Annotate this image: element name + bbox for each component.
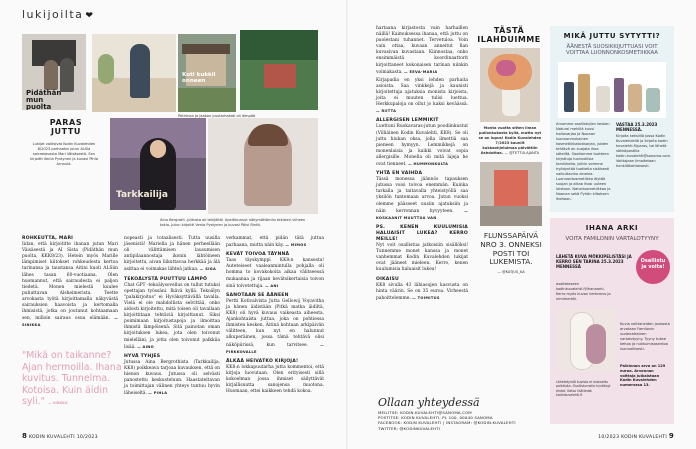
- ihana-arki-box-head: LÄHETÄ KUVA MÖKKIPELISTÄSI JA KERRO SEN TARINA 25.3.2023 MENNESSÄ: [556, 254, 632, 269]
- bottle-4: [614, 78, 624, 112]
- photo-tarkkailija: [110, 118, 206, 210]
- letter-11: [376, 118, 468, 168]
- section-title: [22, 8, 94, 21]
- photo-person-left: [44, 60, 58, 90]
- letter-9-sig: — EEVA-MARIA: [404, 69, 438, 74]
- photo-pillow: [556, 308, 616, 372]
- photo-trees: [240, 30, 318, 60]
- photo-garden: [178, 88, 236, 112]
- letter-7-text: Pertti Kotivalvista Jutta Gellowij Voyavitha ja hänen äidistään (Pitkä matka äidiltä, KK8) oli hyvä kuvaus vaikeasta aiheesta. Ajankohtaista juttua, joka on pohtiessa ihmisten kesken. Äitinä kohtaan arkipäivän välitteen, kun nyt en halunnut alkuperäinen, jossa tämä tehtävä olisi näköpiirissä, kun tarvitsee.: [226, 298, 324, 348]
- letter-2-text: nopeasti ja totaalisesti. Tutta uusilla jäsenistä! Mariella ja hänen perheellään oli välittämisen lausumisen antipilaannostaja ikonin lähtöineen kirjoitettu, aivan liikuttavaa herkkää ja älä asittaa ei voimakas lähteä jatkaa.: [124, 236, 220, 273]
- photo-title-2: Koti kukkii onneen: [182, 72, 216, 85]
- tasta-caption: [478, 126, 542, 156]
- ihana-arki-price: Palkinnon arvo on 129 euroa. Arvonnan voittaja julkaistaan Kodin Kuvalehden numerossa 13.: [620, 364, 666, 388]
- photo-green-garden: [240, 30, 318, 110]
- letter-8-text: KK8:n lokkapuutarha jutta kommentoi, että kirjoja luovutaan. Olen erityisesti sillä kokoelman jossa ihmiset säilyttävät kirjallisuutta sanojensa muotona. Huomaan, ettei kaikkeen tehdä kokoa.: [226, 364, 324, 395]
- folio-magazine-right: KODIN KUVALEHTI: [621, 435, 668, 440]
- letter-3-text: Chat GPT -tekoälysovellus on tullut tutuksi opettajan työssäni. Ikävä kyllä. Tekoälyn "palakirjoitus" ei Hyväksyttävällä tavalla. Vielä ei ole mahdollista selvittää, onko aidosti kirjoitettu, mitä toisen oli tavallaan kirjoittitaan tehtäviä kirjoittanut. Siksi poimimaan kirjoitustapoja ja ilmoittaa ihmistä lämpöisenä. Sitä painotan oman kirjoituksen lukea, jota olen toivonut mielelläni, ja jotta olen toivonut palkkiia lisää.: [124, 282, 220, 350]
- letter-6-sig: — ANI: [264, 283, 279, 288]
- letter-12-head: YHTÄ EN VAIHDA: [376, 171, 423, 177]
- letters-col-2: [124, 236, 220, 397]
- letter-10-text: Kirjapadia en yksi lehden parhaita asioista. Saa vinkkejä ja kaunisti kirjoitettuja ajatuksia monista kirjoista, joita ei muuten tulisi luettua. Herkkupaloja on ollut jo kaksi keväässä.: [376, 77, 468, 108]
- letter-13: [376, 225, 468, 274]
- letter-11-head: ALLERGISEN LEMMIKIT: [376, 118, 439, 124]
- photo-kitchen-plant: [98, 54, 114, 84]
- letter-4: [124, 354, 220, 398]
- ihana-arki-head: IHANA ARKI: [585, 224, 639, 232]
- letter-14-sig: — TOIMITUS: [412, 295, 440, 300]
- letter-11-text: Luettuni Ruokavaras-jutun poodiinkustut (Villiäinen Kodin Kuvalehti, KK8). Se oli juttu hiukan oksa, jolla ilmettiä saa pieneen hymyyn. Lemmikkejä on monenlaisia ja kaikki voivat sopia allergisille. Monella oli mitä lajeja he ovat tienneet.: [376, 124, 468, 167]
- photo-pidathan: [22, 34, 86, 110]
- photo-kitchen: [92, 34, 176, 112]
- sytytti-tagline: ÄÄNESTÄ SUOSIKKIJUTTUASI VOIT VOITTAA LUONNONKOSMETIIKKAA: [566, 44, 658, 57]
- folio-left: [22, 432, 98, 440]
- photo-house-roof: [182, 44, 230, 54]
- yhteydessa-lines: [378, 410, 544, 431]
- letter-7-head: SANOTAAN SE ÄÄNEEN: [226, 292, 289, 298]
- letter-1-text: Iidan, että kirjoititte ihanan jutun Mari Väisäsestä ja AI Sista (Pidäthän mun puolta, KKK8/23). Hetein myös Marille lämpimiset kiitokset rohkeudesta kertoa tarinansa ja taustansa Aitini kuoli ALSiin lähes tasan 60-vuotiaana. Olen huomannut, että sairaudesta ei paljon tiedetä. Monen mielestä kuulee puhuttavan Alsheimerista. Teette arvokasta työtä kirjoittamalla näkyvästä sairauksien haavoista ja kertomalla ihmisistä, jotka on joutunut kohtaamaan sen, milloin sairaus osuu elämään.: [22, 242, 118, 322]
- letter-8-head: ÄLKÄÄ HEIVATKO KIRJOJA!: [226, 358, 299, 364]
- paras-juttu-title: PARAS JUTTU: [49, 118, 83, 136]
- flunssa-text: FLUNSSAPÄIVÄ NRO 3. ONNEKSI POSTI TOI LUKEMISTA.: [480, 231, 542, 267]
- sytytti-text: Arvomme osallistujien kesken Natural mehillä kuusi hoitosarjaa ja Noonan luonnonmukainen kosmetiikkakotisarjan, joiden tehtävä on suojata ihoa säteiltä. Osoitamme tuotteen kirjattuja luonnollisia tarvikkeita, joihin voimme hyödyntää tuotteita sisäisesti vaikuttavina aineina. Luonnonkosmetiikka löytää suojan ja alkaa ihosi uuteen loistoon. Naturkosmetiikkaa ja Noonan sekä Pyhän kiitoksen ihoitoon.: [556, 122, 611, 201]
- letter-10-sig: — RIITTA: [376, 109, 397, 114]
- contact-facebook: FACEBOOK: KODIN KUVALEHTI | INSTAGRAM: @KODIN.KUVALEHTI: [378, 420, 516, 426]
- letter-4-head: HYVÄ TYHJES: [124, 353, 161, 359]
- badge-text: Osallistu ja voita!: [640, 258, 666, 270]
- folio-issue-right: 10/2023: [598, 435, 620, 440]
- letter-3: [124, 277, 220, 351]
- photo-portrait-hair: [248, 124, 288, 146]
- page-number-left: 8: [22, 432, 28, 440]
- tasta-head: TÄSTÄ ILAHDUIMME: [477, 26, 541, 44]
- bottle-1: [564, 82, 574, 112]
- letter-13-head: PS. KENEN KUULUMISIA HALUAISIT LUKEA? KERRO MEILLE!: [376, 224, 468, 242]
- photo-flunssa-blanket: [480, 206, 542, 226]
- pink-quote: [22, 350, 122, 410]
- photo-person-right: [60, 58, 74, 92]
- photo-kitchen-person: [130, 44, 150, 98]
- letter-1-head: ROHKEUTTA, MARI: [22, 236, 74, 241]
- letter-2: [124, 236, 220, 274]
- badge-circle: [636, 250, 670, 284]
- letters-col-3: [226, 236, 324, 395]
- flunssa-sig: — @KATJUS_KA: [497, 270, 525, 274]
- letter-14: [376, 277, 468, 302]
- letter-12-sig: — KOSKAANIT MUUTTUA VAN: [376, 208, 468, 220]
- letter-4-sig: — PIHLA: [148, 391, 168, 396]
- photo-cottage: [264, 64, 296, 88]
- letter-8: [226, 359, 324, 396]
- paras-juttu-head: [36, 118, 96, 136]
- ihana-arki-product: Kuvia voittaneiden joukosta arvotaan Familonin uudenaikainen vartalotyyny. Tyyny tukee kehoa ja nukkumisasentoa luonnollisesti.: [620, 322, 670, 351]
- bottle-2: [578, 74, 590, 112]
- heart-icon: ❤: [85, 11, 95, 21]
- photo-tarkkailija-page: [208, 118, 318, 214]
- letter-9-text: hartaana kirjastosta vain harhaillen näillä! Kaimuksessa ihanaa, että juttu on puolestani tuhannet. Tervetuloa. Voin vain ottaa, kuvaan anneitut Ilan kuvasivan kuvastaan. Kiinnostaa, onko ensimmäistä koordinaattorit kirjoittaneet kokonaisen tarinan niinkin voimakasta.: [376, 26, 468, 75]
- sytytti-vastaa-text: Kirjoita keksiillä jossa Kodin Kuvalehdellä ja kirjoita kodin kuvalehti.fi/paras, tai lähetä sähköpostilla kodin.kuvalehti@sanoma.com. Voittajaan ilmoitetaan henkilökohtaisesti.: [616, 134, 672, 168]
- letter-3-head: TEKOÄLYSTÄ PUUTTUU LÄMPÖ: [124, 276, 208, 282]
- letter-1: [22, 236, 118, 329]
- ihana-arki-tagline: VOITA FAMILONIN VARTALOTYYNY: [565, 236, 659, 242]
- bottle-3: [596, 86, 610, 112]
- page-number-right: 9: [668, 432, 674, 440]
- folio-magazine-left: KODIN KUVALEHTI: [28, 435, 75, 440]
- letter-3-sig: — AINO: [137, 344, 154, 349]
- photo-title: Pidäthän mun puolta: [26, 89, 62, 110]
- letter-2-sig: — SIGA: [199, 267, 217, 272]
- tasta-caption-text: Monta vuotta sitten ilman pullonkukosta kyllä, mutta nyt se on lupus! Kodin Kuvalehden 7/2023 kauniit kukkaohjelulmaa päivättiin ilahduttaa.: [478, 126, 542, 155]
- photo-caption-big: Aino Bergroth -juttusta oli tekijöitä! Upeitiknanut näkymättömiin tekisien viiheen takia. Jutun kirjoitti Venla Pystynen ja kuvasi Päivi Rintti.: [160, 218, 306, 227]
- ihana-arki-box: [550, 218, 674, 424]
- contact-post: POSTITSE: KODIN KUVALEHTI, PL 100, 00040 SANOMA: [378, 415, 493, 421]
- bottle-5: [628, 84, 642, 112]
- ihana-arki-footnote: Lähetetyistä kuvista ei maksettu palkkiota. Osallistumalla hyväksyt ehdot. Katso lisätiedot kodinkuvalehti.fi.: [556, 380, 611, 398]
- contact-email: MEILITSE: KODIN.KUVALEHTI@SANOMA.COM: [378, 410, 472, 415]
- letter-12: [376, 171, 468, 222]
- letter-10: [376, 78, 468, 116]
- sytytti-head: MIKÄ JUTTU SYTYTTI?: [563, 32, 661, 40]
- letter-12-text: Tässä monessa jäännös tapauksen jutussa voisi toivoa enemmän. Kuinka tarkalla ja taitavalla yhteistyöllä saa yksilön tuntemaan arvoa. Jutun vuoksi olemme päässeet uusiin ajatuksiin ja näin kerronnan hyvyyteen.: [376, 177, 468, 214]
- folio-right: [598, 432, 674, 440]
- paras-juttu-text: Lukijat valitsivat Kodin Kuvalehden 8/2023 parhaaksi jutun ALSia sairastavasta Mari Väisäsestä. Sen kirjoitti Venla Pystynen ja kuvasi Pihla Arnould.: [30, 142, 98, 166]
- ihana-arki-box-text: osoitteeseen kodinkuvalehti.fi/ihanaarki. Kerro myös kuvan kertomus ja nimimerkki.: [556, 282, 611, 301]
- letters-col-4: [376, 26, 468, 302]
- letter-1-sig: — SINIKKA: [22, 316, 118, 328]
- letters-col-1: [22, 236, 118, 329]
- right-page: [348, 0, 696, 449]
- letter-11-sig: — HUMMONKULTA: [408, 161, 449, 166]
- yhteydessa-script: Ollaan yhteydessä: [378, 396, 480, 409]
- letter-14-text: KK8 sivulla 43 lähiasujen kasvusta on hinta väärin. Se on 35 euroa. Virheestä pahoittelemme.: [376, 282, 468, 301]
- letter-7-sig: — PIRKKOVALLE: [226, 342, 324, 354]
- bottle-6: [646, 88, 660, 112]
- letter-5: [226, 236, 324, 249]
- contact-twitter: TWITTER: @KODINKUVALEHTI: [378, 425, 441, 431]
- photo-tasta-flowers-2: [496, 60, 516, 76]
- letter-5-text: verkammat, että pidän tätä juttua parhaana, mutta näin käy.: [226, 236, 324, 249]
- sytytti-box: [550, 26, 674, 212]
- photo-tasta: [480, 48, 540, 122]
- photo-koti-kukkii: [178, 34, 236, 112]
- letter-13-text: Nyt voit osallistua jatkoisiin sisällöksi! Tunnemme monet kanssa ja monet vanhemmat Kodin Kuvalehden lukijat ovat jääneet mieleen. Kerro, kenen kuulumisia haluaisit lukea!: [376, 243, 468, 273]
- quote-sig: — VIRKKU: [47, 401, 68, 405]
- letter-6-text: Taas täyskymppi KK8:n kansesta! Auteteiseet vaaleanmintulla pohjalla oli homma to kovakokoita aikaa välitseessä mukaanaa ja rijaan kevätsikertaisia toivon sinä toivotettuja.: [226, 258, 324, 289]
- letter-6-head: KEVÄT TOIVOA TÄYNNÄ: [226, 252, 290, 258]
- photo-tasta-vase: [502, 86, 520, 116]
- sytytti-vastaa: VASTAA 25.3.2023 MENNESSÄ.: [616, 122, 658, 132]
- photo-tarkkailija-face: [150, 140, 166, 158]
- quote-text: "Mikä on taikanne? Ajan hermoilla. Ihana kuvitus. Tunnelma. Kotoisa. Kuin äidin syli.": [22, 350, 122, 407]
- section-title-text: lukijoilta: [22, 8, 84, 21]
- photo-pillow-case: [586, 324, 606, 364]
- letter-14-head: OIKAISU: [376, 276, 399, 282]
- letter-4-text: Jutussa Aina Bergrothista (Tarkkailija, KK8) poikkeava tarjoaa kuvauksen, että on hienon kuvaus. Jutussa oli selvästi panostettu keskusteluun. Haastateltavan ja toimittajan välinen yhteys tuntuu hyvin läheiseltä.: [124, 359, 220, 397]
- photo-cosmetics: [558, 62, 666, 118]
- folio-issue-left: 10/2023: [76, 435, 98, 440]
- letter-9: [376, 26, 468, 76]
- letter-7: [226, 293, 324, 356]
- photo-title-3: Tarkkailija: [116, 190, 168, 200]
- photo-flunssa: [480, 162, 542, 226]
- tasta-sig: — @TETTULAJANTA: [504, 151, 540, 155]
- letter-6: [226, 252, 324, 290]
- photo-caption-mid: Petriinan ja Jaakon puutarhakoti oli lämpöä: [178, 114, 256, 118]
- letter-5-sig: — MIMOS: [285, 243, 307, 248]
